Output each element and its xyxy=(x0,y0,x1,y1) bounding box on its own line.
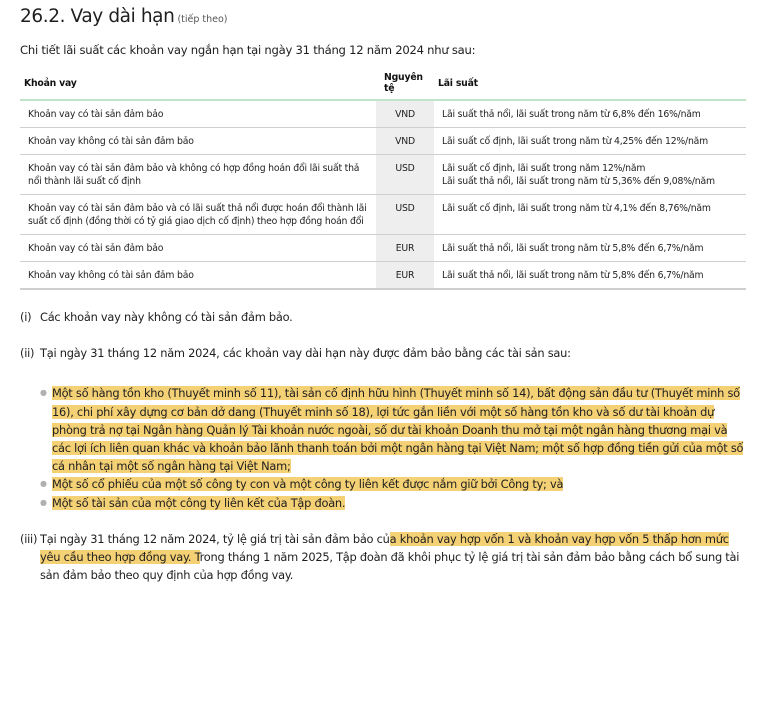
list-item xyxy=(40,494,746,512)
rate-line: Lãi suất cố định, lãi suất trong năm từ 4,25% đến 12%/năm xyxy=(442,136,709,147)
section-title-text: 26.2. Vay dài hạn xyxy=(20,6,175,27)
text-segment: rong tháng 1 năm 2025, Tập đoàn đã khôi phục tỷ lệ giá trị tài sản đảm bảo bằng cách bổ sung tài sản đảm bảo theo quy định của hợp đồng vay. xyxy=(40,550,740,583)
rate-cell xyxy=(434,262,746,290)
footnote-marker: (ii) xyxy=(20,346,35,361)
section-subtitle: (tiếp theo) xyxy=(177,14,228,25)
loan-cell: Khoản vay có tài sản đảm bảo và không có hợp đồng hoán đổi lãi suất thả nổi thành lãi suất cố định xyxy=(20,155,376,195)
rate-line: Lãi suất thả nổi, lãi suất trong năm từ 5,8% đến 6,7%/năm xyxy=(442,243,704,254)
bullet-icon: ● xyxy=(40,479,47,489)
rate-line: Lãi suất thả nổi, lãi suất trong năm từ 5,36% đến 9,08%/năm xyxy=(442,176,715,187)
rate-cell xyxy=(434,195,746,235)
section-title xyxy=(20,6,746,31)
collateral-list xyxy=(40,384,746,511)
highlighted-text: Một số tài sản của một công ty liên kết của Tập đoàn. xyxy=(52,495,346,510)
currency-cell: USD xyxy=(376,155,434,195)
currency-cell: EUR xyxy=(376,235,434,262)
footnote-text: Tại ngày 31 tháng 12 năm 2024, các khoản vay dài hạn này được đảm bảo bằng các tài sản sau: xyxy=(40,346,571,361)
footnote-iii xyxy=(20,530,746,585)
rate-cell xyxy=(434,128,746,155)
table-row xyxy=(20,235,746,262)
highlighted-text: Một số cổ phiếu của một số công ty con và một công ty liên kết được nắm giữ bởi Công ty; và xyxy=(52,477,564,492)
footnote-i xyxy=(20,308,746,326)
table-row xyxy=(20,128,746,155)
list-item-text xyxy=(52,494,345,512)
bullet-icon: ● xyxy=(40,497,47,507)
rate-cell xyxy=(434,100,746,128)
column-header-rate: Lãi suất xyxy=(434,68,746,100)
column-header-currency: Nguyên tệ xyxy=(376,68,434,100)
loan-cell: Khoản vay có tài sản đảm bảo xyxy=(20,100,376,128)
highlighted-text: a khoản vay hợp vốn 1 và khoản vay hợp vốn 5 thấp hơn mức yêu cầu theo hợp đồng vay. T xyxy=(40,531,729,565)
list-item-text xyxy=(52,384,746,475)
bullet-icon: ● xyxy=(40,388,47,398)
table-intro: Chi tiết lãi suất các khoản vay ngắn hạn tại ngày 31 tháng 12 năm 2024 như sau: xyxy=(20,43,476,57)
table-row xyxy=(20,195,746,235)
list-item xyxy=(40,475,746,493)
rate-line: Lãi suất cố định, lãi suất trong năm từ 4,1% đến 8,76%/năm xyxy=(442,203,711,214)
table-header-row xyxy=(20,68,746,100)
highlighted-text: Một số hàng tồn kho (Thuyết minh số 11), tài sản cố định hữu hình (Thuyết minh số 14), bất động sản đầu tư (Thuyết minh số 16), chi phí xây dựng cơ bản dở dang (Thuyết minh số 18), lợi tức gắn liền với một số hàng tồn kho và số dư tài khoản dự phòng trả nợ tại Ngân hàng Quản lý Tài khoản nước ngoài, số dư tài khoản Doanh thu mở tại một ngân hàng thương mại và các lợi ích liên quan khác và khoản bảo lãnh thanh toán bởi một ngân hàng tại Việt Nam; một số hợp đồng tiền gửi của một số cá nhân tại một số ngân hàng tại Việt Nam; xyxy=(52,386,744,474)
rate-line: Lãi suất cố định, lãi suất trong năm 12%/năm xyxy=(442,163,646,174)
currency-cell: VND xyxy=(376,100,434,128)
loan-cell: Khoản vay có tài sản đảm bảo và có lãi suất thả nổi được hoán đổi thành lãi suất cố định (đồng thời có tỷ giá giao dịch cố định) theo hợp đồng hoán đổi xyxy=(20,195,376,235)
currency-cell: VND xyxy=(376,128,434,155)
rate-cell xyxy=(434,155,746,195)
table-row xyxy=(20,100,746,128)
text-segment: Tại ngày 31 tháng 12 năm 2024, tỷ lệ giá trị tài sản đảm bảo củ xyxy=(40,531,390,546)
footnotes xyxy=(20,308,746,584)
footnote-body xyxy=(40,344,746,512)
currency-cell: EUR xyxy=(376,262,434,290)
table-row xyxy=(20,155,746,195)
loan-cell: Khoản vay không có tài sản đảm bảo xyxy=(20,262,376,290)
footnote-marker: (iii) xyxy=(20,531,38,546)
loan-cell: Khoản vay có tài sản đảm bảo xyxy=(20,235,376,262)
rate-cell xyxy=(434,235,746,262)
rate-line: Lãi suất thả nổi, lãi suất trong năm từ 5,8% đến 6,7%/năm xyxy=(442,270,704,281)
interest-rate-table xyxy=(20,68,746,290)
footnote-ii xyxy=(20,344,746,512)
footnote-text xyxy=(40,530,746,585)
footnote-marker: (i) xyxy=(20,310,32,324)
list-item xyxy=(40,384,746,475)
table-row xyxy=(20,262,746,290)
column-header-loan: Khoản vay xyxy=(20,68,376,100)
rate-line: Lãi suất thả nổi, lãi suất trong năm từ 6,8% đến 16%/năm xyxy=(442,109,701,120)
currency-cell: USD xyxy=(376,195,434,235)
list-item-text xyxy=(52,475,563,493)
loan-cell: Khoản vay không có tài sản đảm bảo xyxy=(20,128,376,155)
spacer xyxy=(40,362,746,376)
footnote-text: Các khoản vay này không có tài sản đảm bảo. xyxy=(40,310,293,324)
